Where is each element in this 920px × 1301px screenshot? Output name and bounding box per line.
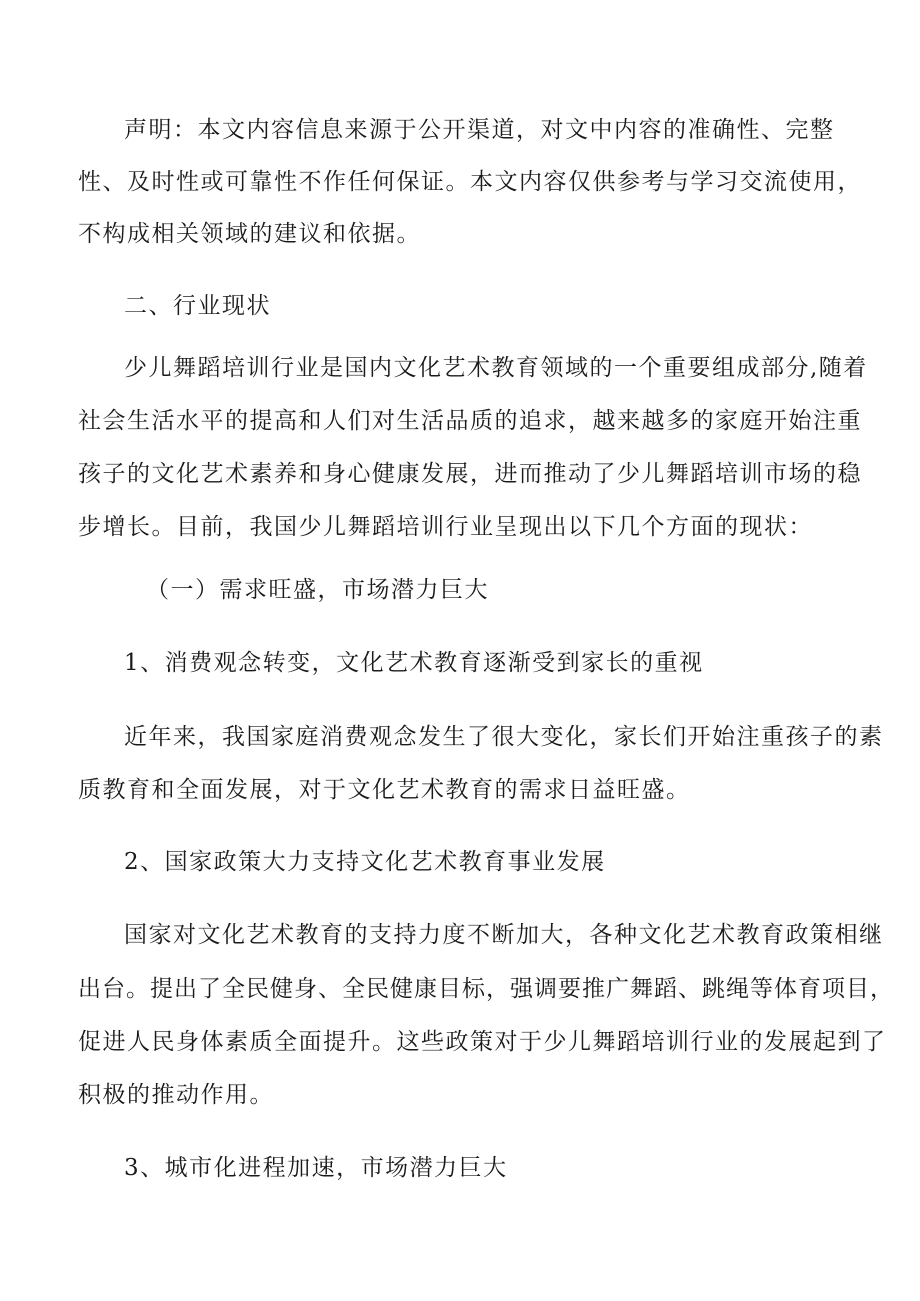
item-heading: 1、消费观念转变，文化艺术教育逐渐受到家长的重视 [124,650,704,676]
intro-line: 社会生活水平的提高和人们对生活品质的追求，越来越多的家庭开始注重 [78,408,862,434]
item-heading: 3、城市化进程加速，市场潜力巨大 [124,1155,508,1181]
item-body-line: 促进人民身体素质全面提升。这些政策对于少儿舞蹈培训行业的发展起到了 [78,1029,887,1055]
item-body-line: 积极的推动作用。 [78,1082,274,1108]
section-heading: 二、行业现状 [124,293,271,319]
disclaimer-line: 声明：本文内容信息来源于公开渠道，对文中内容的准确性、完整 [124,117,835,143]
disclaimer-line: 不构成相关领域的建议和依据。 [78,221,421,247]
intro-line: 孩子的文化艺术素养和身心健康发展，进而推动了少儿舞蹈培训市场的稳 [78,461,862,487]
item-body-line: 质教育和全面发展，对于文化艺术教育的需求日益旺盛。 [78,777,691,803]
disclaimer-line: 性、及时性或可靠性不作任何保证。本文内容仅供参考与学习交流使用， [78,169,862,195]
item-body-line: 近年来，我国家庭消费观念发生了很大变化，家长们开始注重孩子的素 [124,724,884,750]
intro-line: 步增长。目前，我国少儿舞蹈培训行业呈现出以下几个方面的现状： [78,514,813,540]
item-body-line: 出台。提出了全民健身、全民健康目标，强调要推广舞蹈、跳绳等体育项目， [78,976,894,1002]
item-body-line: 国家对文化艺术教育的支持力度不断加大，各种文化艺术教育政策相继 [124,922,884,948]
item-heading: 2、国家政策大力支持文化艺术教育事业发展 [124,849,606,875]
intro-line: 少儿舞蹈培训行业是国内文化艺术教育领域的一个重要组成部分,随着 [124,355,868,381]
subsection-heading: （一）需求旺盛，市场潜力巨大 [146,577,489,603]
